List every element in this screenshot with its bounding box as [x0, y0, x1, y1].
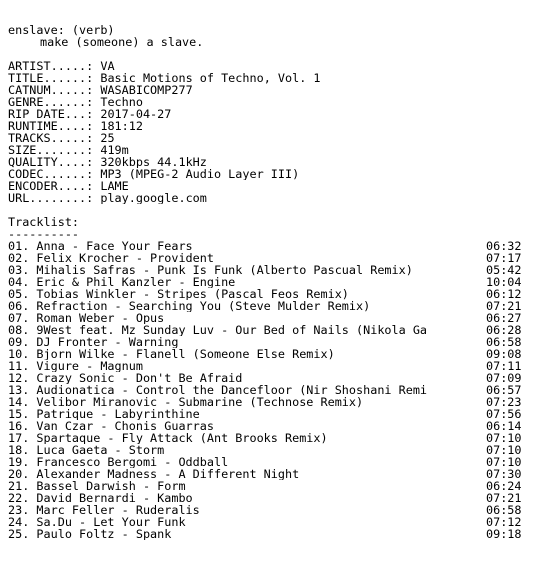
- track-title: 05. Tobias Winkler - Stripes (Pascal Feos Remix): [8, 288, 349, 300]
- track-title: 03. Mihalis Safras - Punk Is Funk (Alberto Pascual Remix): [8, 264, 413, 276]
- track-row: [8, 384, 528, 396]
- track-duration: 07:12: [486, 516, 522, 528]
- info-label: QUALITY....:: [8, 156, 94, 168]
- track-title: 07. Roman Weber - Opus: [8, 312, 165, 324]
- info-value: 181:12: [100, 120, 143, 132]
- track-row: [8, 276, 528, 288]
- track-duration: 06:58: [486, 336, 522, 348]
- track-row: [8, 360, 528, 372]
- track-duration: 06:24: [486, 480, 522, 492]
- track-title: 24. Sa.Du - Let Your Funk: [8, 516, 186, 528]
- track-row: [8, 300, 528, 312]
- track-row: [8, 312, 528, 324]
- info-label: RUNTIME....:: [8, 120, 94, 132]
- info-value: Techno: [100, 96, 143, 108]
- track-duration: 06:57: [486, 384, 522, 396]
- info-runtime: [8, 120, 536, 132]
- track-row: [8, 336, 528, 348]
- info-url: [8, 192, 536, 204]
- info-label: SIZE.......:: [8, 144, 94, 156]
- track-row: [8, 480, 528, 492]
- info-value: play.google.com: [100, 192, 207, 204]
- track-title: 13. Audionatica - Control the Dancefloor (Nir Shoshani Remi: [8, 384, 428, 396]
- track-title: 10. Bjorn Wilke - Flanell (Someone Else Remix): [8, 348, 335, 360]
- info-label: ARTIST.....:: [8, 60, 94, 72]
- info-artist: [8, 60, 536, 72]
- info-catnum: [8, 84, 536, 96]
- track-row: [8, 240, 528, 252]
- track-title: 15. Patrique - Labyrinthine: [8, 408, 200, 420]
- track-duration: 07:17: [486, 252, 522, 264]
- info-quality: [8, 156, 536, 168]
- track-title: 14. Velibor Miranovic - Submarine (Technose Remix): [8, 396, 364, 408]
- info-value: WASABICOMP277: [100, 84, 193, 96]
- track-row: [8, 324, 528, 336]
- info-label: TITLE......:: [8, 72, 94, 84]
- track-row: [8, 420, 528, 432]
- track-row: [8, 252, 528, 264]
- track-row: [8, 468, 528, 480]
- track-row: [8, 348, 528, 360]
- info-encoder: [8, 180, 536, 192]
- info-rip-date: [8, 108, 536, 120]
- track-duration: 06:58: [486, 504, 522, 516]
- track-title: 23. Marc Feller - Ruderalis: [8, 504, 200, 516]
- track-title: 02. Felix Krocher - Provident: [8, 252, 214, 264]
- info-value: 320kbps 44.1kHz: [100, 156, 207, 168]
- track-row: [8, 456, 528, 468]
- track-duration: 07:30: [486, 468, 522, 480]
- info-value: 419m: [100, 144, 129, 156]
- track-duration: 07:56: [486, 408, 522, 420]
- track-row: [8, 432, 528, 444]
- info-codec: [8, 168, 536, 180]
- track-row: [8, 492, 528, 504]
- info-value: 2017-04-27: [100, 108, 172, 120]
- tracklist-heading: Tracklist:: [8, 216, 80, 228]
- info-value: VA: [100, 60, 115, 72]
- track-duration: 09:18: [486, 528, 522, 540]
- track-duration: 05:42: [486, 264, 522, 276]
- track-title: 04. Eric & Phil Kanzler - Engine: [8, 276, 236, 288]
- track-row: [8, 528, 528, 540]
- track-row: [8, 288, 528, 300]
- definition-meaning: make (someone) a slave.: [40, 36, 204, 48]
- track-row: [8, 372, 528, 384]
- info-label: CODEC......:: [8, 168, 94, 180]
- info-tracks: [8, 132, 536, 144]
- track-title: 18. Luca Gaeta - Storm: [8, 444, 165, 456]
- spacer: [8, 48, 536, 60]
- track-duration: 06:32: [486, 240, 522, 252]
- track-title: 09. DJ Fronter - Warning: [8, 336, 179, 348]
- track-title: 06. Refraction - Searching You (Steve Mulder Remix): [8, 300, 371, 312]
- track-title: 17. Spartaque - Fly Attack (Ant Brooks Remix): [8, 432, 328, 444]
- info-label: GENRE......:: [8, 96, 94, 108]
- nfo-document: [8, 24, 536, 540]
- track-title: 01. Anna - Face Your Fears: [8, 240, 193, 252]
- info-title: [8, 72, 536, 84]
- info-label: ENCODER....:: [8, 180, 94, 192]
- track-title: 21. Bassel Darwish - Form: [8, 480, 186, 492]
- tracklist-underline: ----------: [8, 228, 80, 240]
- track-title: 12. Crazy Sonic - Don't Be Afraid: [8, 372, 243, 384]
- track-duration: 07:11: [486, 360, 522, 372]
- track-duration: 09:08: [486, 348, 522, 360]
- track-duration: 07:10: [486, 444, 522, 456]
- track-duration: 07:21: [486, 300, 522, 312]
- tracklist: [8, 240, 536, 540]
- track-title: 19. Francesco Bergomi - Oddball: [8, 456, 229, 468]
- track-title: 11. Vigure - Magnum: [8, 360, 143, 372]
- info-value: LAME: [100, 180, 129, 192]
- track-title: 25. Paulo Foltz - Spank: [8, 528, 172, 540]
- info-label: URL........:: [8, 192, 94, 204]
- track-duration: 07:10: [486, 456, 522, 468]
- track-duration: 07:23: [486, 396, 522, 408]
- track-duration: 06:27: [486, 312, 522, 324]
- track-row: [8, 264, 528, 276]
- info-label: CATNUM.....:: [8, 84, 94, 96]
- track-duration: 06:14: [486, 420, 522, 432]
- track-row: [8, 444, 528, 456]
- track-duration: 10:04: [486, 276, 522, 288]
- track-title: 22. David Bernardi - Kambo: [8, 492, 193, 504]
- track-title: 16. Van Czar - Chonis Guarras: [8, 420, 214, 432]
- track-duration: 06:28: [486, 324, 522, 336]
- track-row: [8, 408, 528, 420]
- track-duration: 06:12: [486, 288, 522, 300]
- release-info: [8, 60, 536, 204]
- definition-term: enslave: (verb): [8, 24, 115, 36]
- track-duration: 07:09: [486, 372, 522, 384]
- track-row: [8, 504, 528, 516]
- info-value: Basic Motions of Techno, Vol. 1: [100, 72, 321, 84]
- track-duration: 07:10: [486, 432, 522, 444]
- track-title: 08. 9West feat. Mz Sunday Luv - Our Bed of Nails (Nikola Ga: [8, 324, 428, 336]
- info-label: RIP DATE...:: [8, 108, 94, 120]
- info-value: 25: [100, 132, 115, 144]
- info-size: [8, 144, 536, 156]
- track-row: [8, 396, 528, 408]
- track-row: [8, 516, 528, 528]
- spacer: [8, 204, 536, 216]
- info-genre: [8, 96, 536, 108]
- track-duration: 07:21: [486, 492, 522, 504]
- track-title: 20. Alexander Madness - A Different Night: [8, 468, 300, 480]
- info-label: TRACKS.....:: [8, 132, 94, 144]
- info-value: MP3 (MPEG-2 Audio Layer III): [100, 168, 300, 180]
